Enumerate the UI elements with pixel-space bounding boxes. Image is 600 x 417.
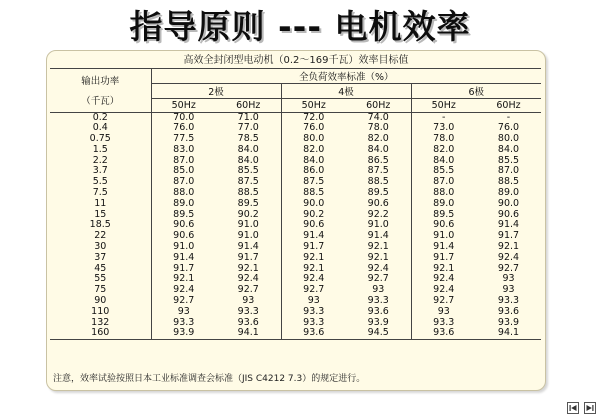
eff-4p-60hz-cell: 92.1 — [367, 241, 389, 253]
eff-6p-50hz-cell: 82.0 — [411, 145, 476, 156]
output-power-cell: 22 — [94, 230, 107, 242]
eff-2p-50hz-cell: 87.0 — [151, 156, 216, 167]
output-power-cell: 0.75 — [89, 133, 111, 145]
eff-4p-60hz-cell: 87.5 — [367, 165, 389, 177]
freq-header: 50Hz — [411, 99, 476, 113]
table-row — [50, 307, 541, 318]
output-power-cell: 18.5 — [89, 219, 111, 231]
eff-2p-50hz-cell: 90.6 — [151, 220, 216, 231]
table-caption: 高效全封闭型电动机（0.2～169千瓦）效率目标值 — [183, 55, 409, 66]
eff-2p-60hz-cell: 91.0 — [237, 230, 259, 242]
eff-4p-50hz-cell: 84.0 — [281, 156, 346, 167]
eff-4p-60hz-cell: 93.9 — [367, 316, 389, 328]
eff-6p-60hz-cell: 88.5 — [497, 176, 520, 188]
eff-2p-50hz-cell: 89.5 — [151, 210, 216, 221]
eff-6p-60hz-cell: 84.0 — [497, 143, 520, 155]
eff-6p-60hz-cell: 80.0 — [497, 133, 520, 145]
footnote: 注意，效率试验按照日本工业标准调查会标准（JIS C4212 7.3）的规定进行。 — [53, 374, 366, 384]
eff-4p-60hz-cell: 88.5 — [367, 176, 389, 188]
output-power-cell: 45 — [94, 262, 107, 274]
eff-4p-50hz-cell: 93.3 — [281, 307, 346, 318]
eff-4p-50hz-cell: 90.6 — [281, 220, 346, 231]
eff-4p-50hz-cell: 90.0 — [281, 199, 346, 210]
eff-2p-60hz-cell: 92.7 — [237, 284, 259, 296]
eff-2p-50hz-cell: 76.0 — [151, 123, 216, 134]
output-power-cell: 0.2 — [50, 112, 151, 123]
eff-2p-60hz-cell: 87.5 — [237, 176, 259, 188]
efficiency-table-body — [50, 112, 541, 340]
eff-2p-60hz-cell: 84.0 — [237, 154, 259, 166]
eff-4p-60hz-cell: 92.4 — [367, 262, 389, 274]
eff-2p-60hz-cell: 94.1 — [216, 328, 281, 339]
eff-2p-50hz-cell: 87.0 — [151, 177, 216, 188]
eff-4p-50hz-cell: 87.5 — [281, 177, 346, 188]
eff-4p-50hz-cell: 93.6 — [281, 328, 346, 339]
output-power-cell: 7.5 — [92, 187, 108, 199]
efficiency-table — [50, 68, 541, 340]
eff-4p-60hz-cell: 91.4 — [367, 230, 389, 242]
eff-6p-50hz-cell: 91.4 — [411, 242, 476, 253]
table-row — [50, 242, 541, 253]
eff-2p-60hz-cell: 85.5 — [237, 165, 259, 177]
freq-header: 50Hz — [151, 99, 216, 113]
eff-4p-50hz-cell: 93 — [281, 296, 346, 307]
efficiency-group-header: 全负荷效率标准（%） — [151, 69, 541, 84]
eff-4p-60hz-cell: 92.2 — [367, 208, 389, 220]
eff-6p-50hz-cell: 88.0 — [411, 188, 476, 199]
eff-2p-60hz-cell: 78.5 — [237, 133, 259, 145]
eff-6p-50hz-cell: 93 — [411, 307, 476, 318]
eff-6p-50hz-cell: 92.4 — [411, 274, 476, 285]
output-power-cell: 132 — [91, 316, 110, 328]
eff-6p-50hz-cell: 91.7 — [411, 253, 476, 264]
eff-4p-50hz-cell: 92.1 — [281, 264, 346, 275]
table-row — [50, 318, 541, 329]
eff-6p-60hz-cell: 76.0 — [497, 122, 520, 134]
eff-6p-50hz-cell: - — [411, 112, 476, 123]
eff-2p-50hz-cell: 83.0 — [151, 145, 216, 156]
eff-6p-60hz-cell: 92.7 — [497, 262, 520, 274]
eff-6p-60hz-cell: 91.4 — [497, 219, 520, 231]
eff-6p-50hz-cell: 91.0 — [411, 231, 476, 242]
eff-6p-60hz-cell: 91.7 — [497, 230, 520, 242]
eff-4p-60hz-cell: 93.6 — [367, 305, 389, 317]
table-row — [50, 188, 541, 199]
output-power-cell: 110 — [91, 305, 110, 317]
eff-4p-60hz-cell: 84.0 — [367, 143, 389, 155]
eff-2p-50hz-cell: 93.3 — [151, 318, 216, 329]
output-power-cell: 90 — [94, 295, 107, 307]
eff-4p-50hz-cell: 88.5 — [281, 188, 346, 199]
eff-6p-50hz-cell: 84.0 — [411, 156, 476, 167]
table-row — [50, 123, 541, 134]
output-power-cell: 30 — [94, 241, 107, 253]
eff-2p-50hz-cell: 93.9 — [151, 328, 216, 339]
output-power-cell: 5.5 — [92, 176, 108, 188]
first-slide-button[interactable] — [567, 402, 579, 414]
slide-title: 指导原则 --- 电机效率 — [129, 7, 471, 46]
output-power-cell: 3.7 — [92, 165, 108, 177]
eff-4p-60hz-cell: 78.0 — [367, 122, 389, 134]
freq-header: 60Hz — [366, 99, 391, 111]
output-power-cell: 1.5 — [92, 143, 108, 155]
eff-6p-60hz-cell: 92.1 — [497, 241, 520, 253]
eff-2p-60hz-cell: 92.4 — [237, 273, 259, 285]
output-power-cell: 37 — [94, 251, 107, 263]
table-row — [50, 285, 541, 296]
eff-2p-60hz-cell: 91.4 — [237, 241, 259, 253]
eff-4p-60hz-cell: 93.3 — [367, 295, 389, 307]
eff-2p-60hz-cell: 90.2 — [237, 208, 259, 220]
eff-2p-50hz-cell: 90.6 — [151, 231, 216, 242]
eff-2p-50hz-cell: 92.4 — [151, 285, 216, 296]
eff-6p-50hz-cell: 90.6 — [411, 220, 476, 231]
eff-2p-50hz-cell: 85.0 — [151, 166, 216, 177]
eff-6p-60hz-cell: 93.3 — [497, 295, 520, 307]
eff-2p-50hz-cell: 92.7 — [151, 296, 216, 307]
eff-4p-60hz-cell: 91.0 — [367, 219, 389, 231]
eff-6p-50hz-cell: 73.0 — [411, 123, 476, 134]
eff-4p-50hz-cell: 93.3 — [281, 318, 346, 329]
eff-6p-60hz-cell: 87.0 — [497, 165, 520, 177]
output-power-cell: 11 — [94, 197, 107, 209]
power-header-line2: （千瓦） — [81, 96, 120, 108]
eff-2p-60hz-cell: 92.1 — [237, 262, 259, 274]
table-row — [50, 210, 541, 221]
eff-6p-50hz-cell: 93.6 — [411, 328, 476, 339]
eff-4p-60hz-cell: 89.5 — [367, 187, 389, 199]
eff-6p-60hz-cell: 93 — [502, 273, 515, 285]
eff-4p-50hz-cell: 86.0 — [281, 166, 346, 177]
eff-2p-60hz-cell: 93.3 — [237, 305, 259, 317]
freq-header: 60Hz — [236, 99, 261, 111]
eff-6p-50hz-cell: 87.0 — [411, 177, 476, 188]
last-slide-button[interactable] — [584, 402, 596, 414]
table-row — [50, 220, 541, 231]
eff-6p-60hz-cell: 90.6 — [497, 208, 520, 220]
eff-6p-60hz-cell: - — [476, 112, 541, 123]
eff-2p-60hz-cell: 91.0 — [237, 219, 259, 231]
eff-2p-60hz-cell: 84.0 — [237, 143, 259, 155]
eff-2p-60hz-cell: 89.5 — [237, 197, 259, 209]
table-row — [50, 253, 541, 264]
output-power-cell: 2.2 — [92, 154, 108, 166]
table-row — [50, 199, 541, 210]
eff-6p-60hz-cell: 93 — [502, 284, 515, 296]
eff-2p-60hz-cell: 77.0 — [237, 122, 259, 134]
output-power-cell: 0.4 — [92, 122, 108, 134]
eff-6p-50hz-cell: 92.1 — [411, 264, 476, 275]
pole-header-2: 2极 — [151, 84, 281, 99]
eff-2p-50hz-cell: 92.1 — [151, 274, 216, 285]
eff-4p-60hz-cell: 86.5 — [367, 154, 389, 166]
eff-4p-50hz-cell: 90.2 — [281, 210, 346, 221]
eff-2p-50hz-cell: 91.4 — [151, 253, 216, 264]
output-power-cell: 15 — [94, 208, 107, 220]
eff-6p-50hz-cell: 89.5 — [411, 210, 476, 221]
eff-4p-50hz-cell: 80.0 — [281, 134, 346, 145]
eff-6p-60hz-cell: 85.5 — [497, 154, 520, 166]
eff-4p-60hz-cell: 82.0 — [367, 133, 389, 145]
table-row — [50, 134, 541, 145]
table-row — [50, 156, 541, 167]
output-power-cell: 160 — [50, 328, 151, 339]
eff-4p-50hz-cell: 82.0 — [281, 145, 346, 156]
table-row — [50, 296, 541, 307]
eff-4p-60hz-cell: 94.5 — [346, 328, 411, 339]
eff-6p-60hz-cell: 93.9 — [497, 316, 520, 328]
eff-4p-50hz-cell: 91.4 — [281, 231, 346, 242]
output-power-cell: 55 — [94, 273, 107, 285]
eff-2p-60hz-cell: 88.5 — [237, 187, 259, 199]
eff-6p-60hz-cell: 90.0 — [497, 197, 520, 209]
eff-2p-50hz-cell: 89.0 — [151, 199, 216, 210]
eff-2p-60hz-cell: 93.6 — [237, 316, 259, 328]
last-slide-icon — [585, 403, 595, 413]
eff-6p-50hz-cell: 89.0 — [411, 199, 476, 210]
eff-2p-50hz-cell: 77.5 — [151, 134, 216, 145]
eff-6p-50hz-cell: 85.5 — [411, 166, 476, 177]
table-row — [50, 231, 541, 242]
table-row — [50, 328, 541, 339]
eff-4p-60hz-cell: 90.6 — [367, 197, 389, 209]
eff-4p-50hz-cell: 91.7 — [281, 242, 346, 253]
eff-6p-60hz-cell: 89.0 — [497, 187, 520, 199]
eff-2p-50hz-cell: 91.7 — [151, 264, 216, 275]
eff-4p-60hz-cell: 92.1 — [367, 251, 389, 263]
table-row — [50, 274, 541, 285]
table-row — [50, 264, 541, 275]
freq-header: 60Hz — [496, 99, 521, 111]
eff-2p-50hz-cell: 93 — [151, 307, 216, 318]
eff-6p-60hz-cell: 94.1 — [476, 328, 541, 339]
table-row — [50, 112, 541, 123]
eff-2p-50hz-cell: 70.0 — [151, 112, 216, 123]
power-header — [50, 69, 151, 113]
table-row — [50, 166, 541, 177]
eff-2p-50hz-cell: 88.0 — [151, 188, 216, 199]
eff-6p-60hz-cell: 93.6 — [497, 305, 520, 317]
eff-6p-60hz-cell: 92.4 — [497, 251, 520, 263]
eff-2p-50hz-cell: 91.0 — [151, 242, 216, 253]
eff-4p-60hz-cell: 92.7 — [367, 273, 389, 285]
eff-2p-60hz-cell: 71.0 — [216, 112, 281, 123]
pole-header-6: 6极 — [411, 84, 541, 99]
eff-4p-50hz-cell: 92.1 — [281, 253, 346, 264]
efficiency-table-panel — [46, 50, 546, 391]
eff-6p-50hz-cell: 92.4 — [411, 285, 476, 296]
eff-4p-50hz-cell: 76.0 — [281, 123, 346, 134]
freq-header: 50Hz — [281, 99, 346, 113]
table-row — [50, 177, 541, 188]
eff-4p-50hz-cell: 92.7 — [281, 285, 346, 296]
eff-4p-60hz-cell: 74.0 — [346, 112, 411, 123]
power-header-line1: 输出功率 — [81, 76, 120, 88]
pole-header-4: 4极 — [281, 84, 411, 99]
table-row — [50, 145, 541, 156]
eff-6p-50hz-cell: 93.3 — [411, 318, 476, 329]
first-slide-icon — [568, 403, 578, 413]
eff-6p-50hz-cell: 92.7 — [411, 296, 476, 307]
eff-4p-50hz-cell: 92.4 — [281, 274, 346, 285]
eff-6p-50hz-cell: 78.0 — [411, 134, 476, 145]
output-power-cell: 75 — [94, 284, 107, 296]
eff-2p-60hz-cell: 93 — [242, 295, 255, 307]
eff-4p-50hz-cell: 72.0 — [281, 112, 346, 123]
eff-4p-60hz-cell: 93 — [372, 284, 385, 296]
eff-2p-60hz-cell: 91.7 — [237, 251, 259, 263]
